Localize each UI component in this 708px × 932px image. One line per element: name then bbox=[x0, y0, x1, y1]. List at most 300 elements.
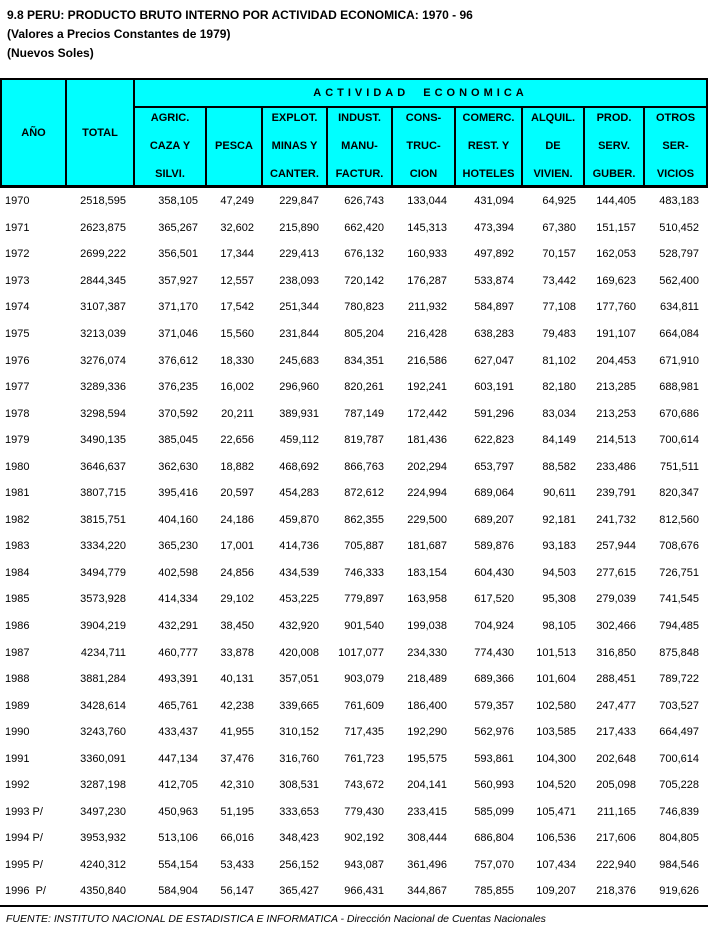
value-cell: 67,380 bbox=[542, 221, 576, 234]
value-cell: 251,344 bbox=[279, 301, 319, 314]
table-row bbox=[0, 825, 708, 852]
value-cell: 12,557 bbox=[220, 274, 254, 287]
value-cell: 473,394 bbox=[474, 221, 514, 234]
value-cell: 82,180 bbox=[542, 381, 576, 394]
value-cell: 202,294 bbox=[407, 460, 447, 473]
value-cell: 459,870 bbox=[279, 513, 319, 526]
value-cell: 2699,222 bbox=[80, 248, 126, 261]
value-cell: 217,606 bbox=[596, 832, 636, 845]
year-cell: 1982 bbox=[5, 513, 30, 526]
value-cell: 94,503 bbox=[542, 566, 576, 579]
value-cell: 820,347 bbox=[659, 487, 699, 500]
source-note: FUENTE: INSTITUTO NACIONAL DE ESTADISTICA E INFORMATICA - Dirección Nacional de Cuentas Nacionales bbox=[6, 912, 546, 925]
value-cell: 903,079 bbox=[344, 673, 384, 686]
value-cell: 385,045 bbox=[158, 434, 198, 447]
value-cell: 3573,928 bbox=[80, 593, 126, 606]
column-header-line: FACTUR. bbox=[335, 168, 384, 180]
value-cell: 757,070 bbox=[474, 858, 514, 871]
value-cell: 24,856 bbox=[220, 566, 254, 579]
table-row bbox=[0, 321, 708, 348]
value-cell: 819,787 bbox=[344, 434, 384, 447]
value-cell: 17,344 bbox=[220, 248, 254, 261]
value-cell: 163,958 bbox=[407, 593, 447, 606]
value-cell: 229,847 bbox=[279, 195, 319, 208]
value-cell: 202,648 bbox=[596, 752, 636, 765]
column-header-activity-4 bbox=[393, 108, 454, 185]
table-row bbox=[0, 400, 708, 427]
column-header-line: INDUST. bbox=[338, 112, 381, 124]
column-header-activity-3 bbox=[328, 108, 391, 185]
value-cell: 604,430 bbox=[474, 566, 514, 579]
year-cell: 1987 bbox=[5, 646, 30, 659]
value-cell: 316,850 bbox=[596, 646, 636, 659]
column-header-year: AÑO bbox=[2, 80, 65, 185]
table-row bbox=[0, 560, 708, 587]
value-cell: 420,008 bbox=[279, 646, 319, 659]
year-cell: 1996 P/ bbox=[5, 885, 46, 898]
value-cell: 653,797 bbox=[474, 460, 514, 473]
column-header-line: GUBER. bbox=[592, 168, 636, 180]
value-cell: 510,452 bbox=[659, 221, 699, 234]
value-cell: 689,366 bbox=[474, 673, 514, 686]
value-cell: 204,453 bbox=[596, 354, 636, 367]
value-cell: 465,761 bbox=[158, 699, 198, 712]
column-header-activity-2 bbox=[263, 108, 326, 185]
value-cell: 192,290 bbox=[407, 726, 447, 739]
value-cell: 344,867 bbox=[407, 885, 447, 898]
column-header-line: CONS- bbox=[405, 112, 442, 124]
column-header-line: CION bbox=[409, 168, 438, 180]
value-cell: 181,687 bbox=[407, 540, 447, 553]
value-cell: 3815,751 bbox=[80, 513, 126, 526]
value-cell: 432,291 bbox=[158, 620, 198, 633]
value-cell: 195,575 bbox=[407, 752, 447, 765]
value-cell: 101,604 bbox=[536, 673, 576, 686]
value-cell: 591,296 bbox=[474, 407, 514, 420]
year-cell: 1988 bbox=[5, 673, 30, 686]
value-cell: 834,351 bbox=[344, 354, 384, 367]
value-cell: 794,485 bbox=[659, 620, 699, 633]
value-cell: 584,904 bbox=[158, 885, 198, 898]
value-cell: 554,154 bbox=[158, 858, 198, 871]
value-cell: 73,442 bbox=[542, 274, 576, 287]
column-header-line: DE bbox=[545, 140, 561, 152]
table-row bbox=[0, 878, 708, 905]
column-header-line: MINAS Y bbox=[271, 140, 318, 152]
year-cell: 1991 bbox=[5, 752, 30, 765]
value-cell: 389,931 bbox=[279, 407, 319, 420]
value-cell: 70,157 bbox=[542, 248, 576, 261]
value-cell: 460,777 bbox=[158, 646, 198, 659]
value-cell: 4234,711 bbox=[80, 646, 126, 659]
value-cell: 812,560 bbox=[659, 513, 699, 526]
column-header-activity-1 bbox=[207, 108, 261, 185]
value-cell: 704,924 bbox=[474, 620, 514, 633]
value-cell: 84,149 bbox=[542, 434, 576, 447]
value-cell: 3298,594 bbox=[80, 407, 126, 420]
table-row bbox=[0, 294, 708, 321]
value-cell: 181,436 bbox=[407, 434, 447, 447]
table-row bbox=[0, 745, 708, 772]
value-cell: 785,855 bbox=[474, 885, 514, 898]
table-row bbox=[0, 241, 708, 268]
value-cell: 365,230 bbox=[158, 540, 198, 553]
value-cell: 183,154 bbox=[407, 566, 447, 579]
value-cell: 213,285 bbox=[596, 381, 636, 394]
value-cell: 29,102 bbox=[220, 593, 254, 606]
value-cell: 562,976 bbox=[474, 726, 514, 739]
value-cell: 622,823 bbox=[474, 434, 514, 447]
value-cell: 176,287 bbox=[407, 274, 447, 287]
value-cell: 104,520 bbox=[536, 779, 576, 792]
value-cell: 414,334 bbox=[158, 593, 198, 606]
year-cell: 1994 P/ bbox=[5, 832, 43, 845]
subtitle-currency: (Nuevos Soles) bbox=[7, 46, 94, 60]
value-cell: 18,882 bbox=[220, 460, 254, 473]
column-header-line: SERV. bbox=[598, 140, 630, 152]
value-cell: 40,131 bbox=[220, 673, 254, 686]
value-cell: 3953,932 bbox=[80, 832, 126, 845]
value-cell: 902,192 bbox=[344, 832, 384, 845]
value-cell: 56,147 bbox=[220, 885, 254, 898]
year-cell: 1984 bbox=[5, 566, 30, 579]
year-cell: 1990 bbox=[5, 726, 30, 739]
value-cell: 241,732 bbox=[596, 513, 636, 526]
column-header-line: TRUC- bbox=[406, 140, 441, 152]
year-cell: 1995 P/ bbox=[5, 858, 43, 871]
value-cell: 92,181 bbox=[542, 513, 576, 526]
value-cell: 32,602 bbox=[220, 221, 254, 234]
value-cell: 866,763 bbox=[344, 460, 384, 473]
value-cell: 229,413 bbox=[279, 248, 319, 261]
value-cell: 95,308 bbox=[542, 593, 576, 606]
value-cell: 101,513 bbox=[536, 646, 576, 659]
value-cell: 371,170 bbox=[158, 301, 198, 314]
title-block bbox=[0, 0, 708, 63]
value-cell: 789,722 bbox=[659, 673, 699, 686]
value-cell: 222,940 bbox=[596, 858, 636, 871]
value-cell: 104,300 bbox=[536, 752, 576, 765]
year-cell: 1978 bbox=[5, 407, 30, 420]
column-header-line: CANTER. bbox=[270, 168, 319, 180]
year-cell: 1976 bbox=[5, 354, 30, 367]
value-cell: 370,592 bbox=[158, 407, 198, 420]
value-cell: 4240,312 bbox=[80, 858, 126, 871]
column-header-line: EXPLOT. bbox=[271, 112, 318, 124]
value-cell: 638,283 bbox=[474, 328, 514, 340]
value-cell: 468,692 bbox=[279, 460, 319, 473]
value-cell: 779,430 bbox=[344, 805, 384, 818]
value-cell: 169,623 bbox=[596, 274, 636, 287]
value-cell: 93,183 bbox=[542, 540, 576, 553]
value-cell: 16,002 bbox=[220, 381, 254, 394]
value-cell: 433,437 bbox=[158, 726, 198, 739]
value-cell: 741,545 bbox=[659, 593, 699, 606]
value-cell: 779,897 bbox=[344, 593, 384, 606]
value-cell: 686,804 bbox=[474, 832, 514, 845]
value-cell: 376,235 bbox=[158, 381, 198, 394]
table-row bbox=[0, 268, 708, 295]
value-cell: 560,993 bbox=[474, 779, 514, 792]
group-header-actividad-economica: ACTIVIDAD ECONOMICA bbox=[135, 80, 706, 106]
value-cell: 356,501 bbox=[158, 248, 198, 261]
value-cell: 245,683 bbox=[279, 354, 319, 367]
value-cell: 720,142 bbox=[344, 274, 384, 287]
value-cell: 3497,230 bbox=[80, 805, 126, 818]
value-cell: 24,186 bbox=[220, 513, 254, 526]
value-cell: 109,207 bbox=[536, 885, 576, 898]
value-cell: 18,330 bbox=[220, 354, 254, 367]
value-cell: 216,428 bbox=[407, 328, 447, 340]
value-cell: 37,476 bbox=[220, 752, 254, 765]
value-cell: 3881,284 bbox=[80, 673, 126, 686]
value-cell: 234,330 bbox=[407, 646, 447, 659]
value-cell: 218,489 bbox=[407, 673, 447, 686]
value-cell: 404,160 bbox=[158, 513, 198, 526]
value-cell: 689,064 bbox=[474, 487, 514, 500]
value-cell: 751,511 bbox=[660, 460, 699, 473]
value-cell: 459,112 bbox=[280, 434, 319, 447]
value-cell: 483,183 bbox=[659, 195, 699, 208]
value-cell: 513,106 bbox=[158, 832, 198, 845]
table-row bbox=[0, 639, 708, 666]
value-cell: 214,513 bbox=[596, 434, 636, 447]
column-header-line: PESCA bbox=[215, 140, 253, 152]
table-row bbox=[0, 347, 708, 374]
value-cell: 79,483 bbox=[542, 328, 576, 340]
value-cell: 617,520 bbox=[474, 593, 514, 606]
value-cell: 186,400 bbox=[407, 699, 447, 712]
value-cell: 497,892 bbox=[474, 248, 514, 261]
table-row bbox=[0, 613, 708, 640]
value-cell: 901,540 bbox=[344, 620, 384, 633]
value-cell: 2518,595 bbox=[80, 195, 126, 208]
value-cell: 81,102 bbox=[542, 354, 576, 367]
value-cell: 743,672 bbox=[344, 779, 384, 792]
table-row bbox=[0, 188, 708, 215]
year-cell: 1986 bbox=[5, 620, 30, 633]
value-cell: 746,333 bbox=[344, 566, 384, 579]
value-cell: 787,149 bbox=[344, 407, 384, 420]
page-title: 9.8 PERU: PRODUCTO BRUTO INTERNO POR ACTIVIDAD ECONOMICA: 1970 - 96 bbox=[7, 8, 473, 22]
value-cell: 88,582 bbox=[542, 460, 576, 473]
value-cell: 151,157 bbox=[596, 221, 636, 234]
column-header-line: VIVIEN. bbox=[533, 168, 573, 180]
table-row bbox=[0, 799, 708, 826]
value-cell: 224,994 bbox=[407, 487, 447, 500]
table-row bbox=[0, 427, 708, 454]
table-row bbox=[0, 772, 708, 799]
column-header-total: TOTAL bbox=[67, 80, 133, 185]
value-cell: 357,927 bbox=[158, 274, 198, 287]
value-cell: 205,098 bbox=[596, 779, 636, 792]
table-row bbox=[0, 852, 708, 879]
value-cell: 589,876 bbox=[474, 540, 514, 553]
value-cell: 761,609 bbox=[344, 699, 384, 712]
value-cell: 20,211 bbox=[221, 407, 254, 420]
table-row bbox=[0, 453, 708, 480]
value-cell: 145,313 bbox=[407, 221, 447, 234]
value-cell: 726,751 bbox=[659, 566, 699, 579]
value-cell: 3360,091 bbox=[80, 752, 126, 765]
value-cell: 279,039 bbox=[596, 593, 636, 606]
value-cell: 875,848 bbox=[659, 646, 699, 659]
column-header-line: HOTELES bbox=[462, 168, 515, 180]
value-cell: 162,053 bbox=[596, 248, 636, 261]
year-cell: 1981 bbox=[5, 487, 30, 500]
value-cell: 746,839 bbox=[659, 805, 699, 818]
value-cell: 257,944 bbox=[596, 540, 636, 553]
year-cell: 1992 bbox=[5, 779, 30, 792]
value-cell: 664,084 bbox=[659, 328, 699, 340]
value-cell: 603,191 bbox=[474, 381, 514, 394]
value-cell: 233,415 bbox=[407, 805, 447, 818]
year-cell: 1980 bbox=[5, 460, 30, 473]
value-cell: 402,598 bbox=[158, 566, 198, 579]
value-cell: 3904,219 bbox=[80, 620, 126, 633]
value-cell: 562,400 bbox=[659, 274, 699, 287]
value-cell: 339,665 bbox=[279, 699, 319, 712]
year-cell: 1972 bbox=[5, 248, 30, 261]
value-cell: 215,890 bbox=[279, 221, 319, 234]
value-cell: 664,497 bbox=[659, 726, 699, 739]
value-cell: 256,152 bbox=[279, 858, 319, 871]
value-cell: 362,630 bbox=[158, 460, 198, 473]
value-cell: 217,433 bbox=[596, 726, 636, 739]
value-cell: 533,874 bbox=[474, 274, 514, 287]
value-cell: 3494,779 bbox=[80, 566, 126, 579]
column-header-line: AGRIC. bbox=[150, 112, 190, 124]
value-cell: 333,653 bbox=[279, 805, 319, 818]
value-cell: 688,981 bbox=[659, 381, 699, 394]
value-cell: 780,823 bbox=[344, 301, 384, 314]
value-cell: 41,955 bbox=[220, 726, 254, 739]
value-cell: 66,016 bbox=[220, 832, 254, 845]
value-cell: 361,496 bbox=[407, 858, 447, 871]
value-cell: 20,597 bbox=[220, 487, 254, 500]
value-cell: 22,656 bbox=[220, 434, 254, 447]
value-cell: 47,249 bbox=[220, 195, 254, 208]
value-cell: 432,920 bbox=[279, 620, 319, 633]
value-cell: 211,165 bbox=[597, 805, 636, 818]
value-cell: 105,471 bbox=[536, 805, 576, 818]
value-cell: 3289,336 bbox=[80, 381, 126, 394]
year-cell: 1977 bbox=[5, 381, 30, 394]
value-cell: 3807,715 bbox=[80, 487, 126, 500]
value-cell: 761,723 bbox=[344, 752, 384, 765]
value-cell: 51,195 bbox=[220, 805, 254, 818]
value-cell: 308,531 bbox=[279, 779, 319, 792]
value-cell: 358,105 bbox=[158, 195, 198, 208]
column-header-line: OTROS bbox=[655, 112, 696, 124]
value-cell: 15,560 bbox=[220, 328, 254, 340]
value-cell: 316,760 bbox=[279, 752, 319, 765]
value-cell: 943,087 bbox=[344, 858, 384, 871]
year-cell: 1989 bbox=[5, 699, 30, 712]
value-cell: 213,253 bbox=[596, 407, 636, 420]
value-cell: 447,134 bbox=[158, 752, 198, 765]
value-cell: 103,585 bbox=[536, 726, 576, 739]
value-cell: 376,612 bbox=[158, 354, 198, 367]
value-cell: 107,434 bbox=[536, 858, 576, 871]
value-cell: 966,431 bbox=[344, 885, 384, 898]
value-cell: 38,450 bbox=[220, 620, 254, 633]
value-cell: 233,486 bbox=[596, 460, 636, 473]
value-cell: 53,433 bbox=[220, 858, 254, 871]
value-cell: 984,546 bbox=[659, 858, 699, 871]
table-row bbox=[0, 533, 708, 560]
value-cell: 192,241 bbox=[407, 381, 447, 394]
value-cell: 528,797 bbox=[659, 248, 699, 261]
value-cell: 288,451 bbox=[596, 673, 636, 686]
column-header-line: ALQUIL. bbox=[531, 112, 575, 124]
table-row bbox=[0, 507, 708, 534]
value-cell: 3213,039 bbox=[80, 328, 126, 340]
value-cell: 296,960 bbox=[279, 381, 319, 394]
table-row bbox=[0, 666, 708, 693]
value-cell: 670,686 bbox=[659, 407, 699, 420]
value-cell: 348,423 bbox=[279, 832, 319, 845]
year-cell: 1993 P/ bbox=[5, 805, 43, 818]
column-header-activity-0 bbox=[135, 108, 205, 185]
column-header-line: CAZA Y bbox=[149, 140, 191, 152]
value-cell: 395,416 bbox=[158, 487, 198, 500]
value-cell: 17,542 bbox=[220, 301, 254, 314]
value-cell: 204,141 bbox=[407, 779, 447, 792]
value-cell: 239,791 bbox=[596, 487, 636, 500]
value-cell: 310,152 bbox=[279, 726, 319, 739]
value-cell: 238,093 bbox=[279, 274, 319, 287]
table-row bbox=[0, 692, 708, 719]
value-cell: 3107,387 bbox=[80, 301, 126, 314]
value-cell: 454,283 bbox=[279, 487, 319, 500]
value-cell: 708,676 bbox=[659, 540, 699, 553]
value-cell: 211,932 bbox=[408, 301, 447, 314]
value-cell: 98,105 bbox=[542, 620, 576, 633]
value-cell: 593,861 bbox=[474, 752, 514, 765]
value-cell: 371,046 bbox=[158, 328, 198, 340]
value-cell: 820,261 bbox=[344, 381, 384, 394]
table-header bbox=[0, 78, 708, 188]
value-cell: 199,038 bbox=[407, 620, 447, 633]
value-cell: 42,310 bbox=[220, 779, 254, 792]
value-cell: 102,580 bbox=[536, 699, 576, 712]
value-cell: 160,933 bbox=[407, 248, 447, 261]
value-cell: 774,430 bbox=[474, 646, 514, 659]
value-cell: 3334,220 bbox=[80, 540, 126, 553]
year-cell: 1970 bbox=[5, 195, 30, 208]
value-cell: 277,615 bbox=[596, 566, 636, 579]
column-header-activity-5 bbox=[456, 108, 521, 185]
value-cell: 231,844 bbox=[279, 328, 319, 340]
value-cell: 805,204 bbox=[344, 328, 384, 340]
table-row bbox=[0, 374, 708, 401]
value-cell: 3646,637 bbox=[80, 460, 126, 473]
value-cell: 3428,614 bbox=[80, 699, 126, 712]
value-cell: 218,376 bbox=[596, 885, 636, 898]
value-cell: 177,760 bbox=[596, 301, 636, 314]
value-cell: 431,094 bbox=[474, 195, 514, 208]
value-cell: 365,427 bbox=[279, 885, 319, 898]
value-cell: 106,536 bbox=[536, 832, 576, 845]
value-cell: 64,925 bbox=[542, 195, 576, 208]
value-cell: 3287,198 bbox=[80, 779, 126, 792]
value-cell: 302,466 bbox=[596, 620, 636, 633]
column-header-line: VICIOS bbox=[656, 168, 695, 180]
value-cell: 1017,077 bbox=[338, 646, 384, 659]
column-header-line: SILVI. bbox=[155, 168, 185, 180]
value-cell: 3490,135 bbox=[80, 434, 126, 447]
